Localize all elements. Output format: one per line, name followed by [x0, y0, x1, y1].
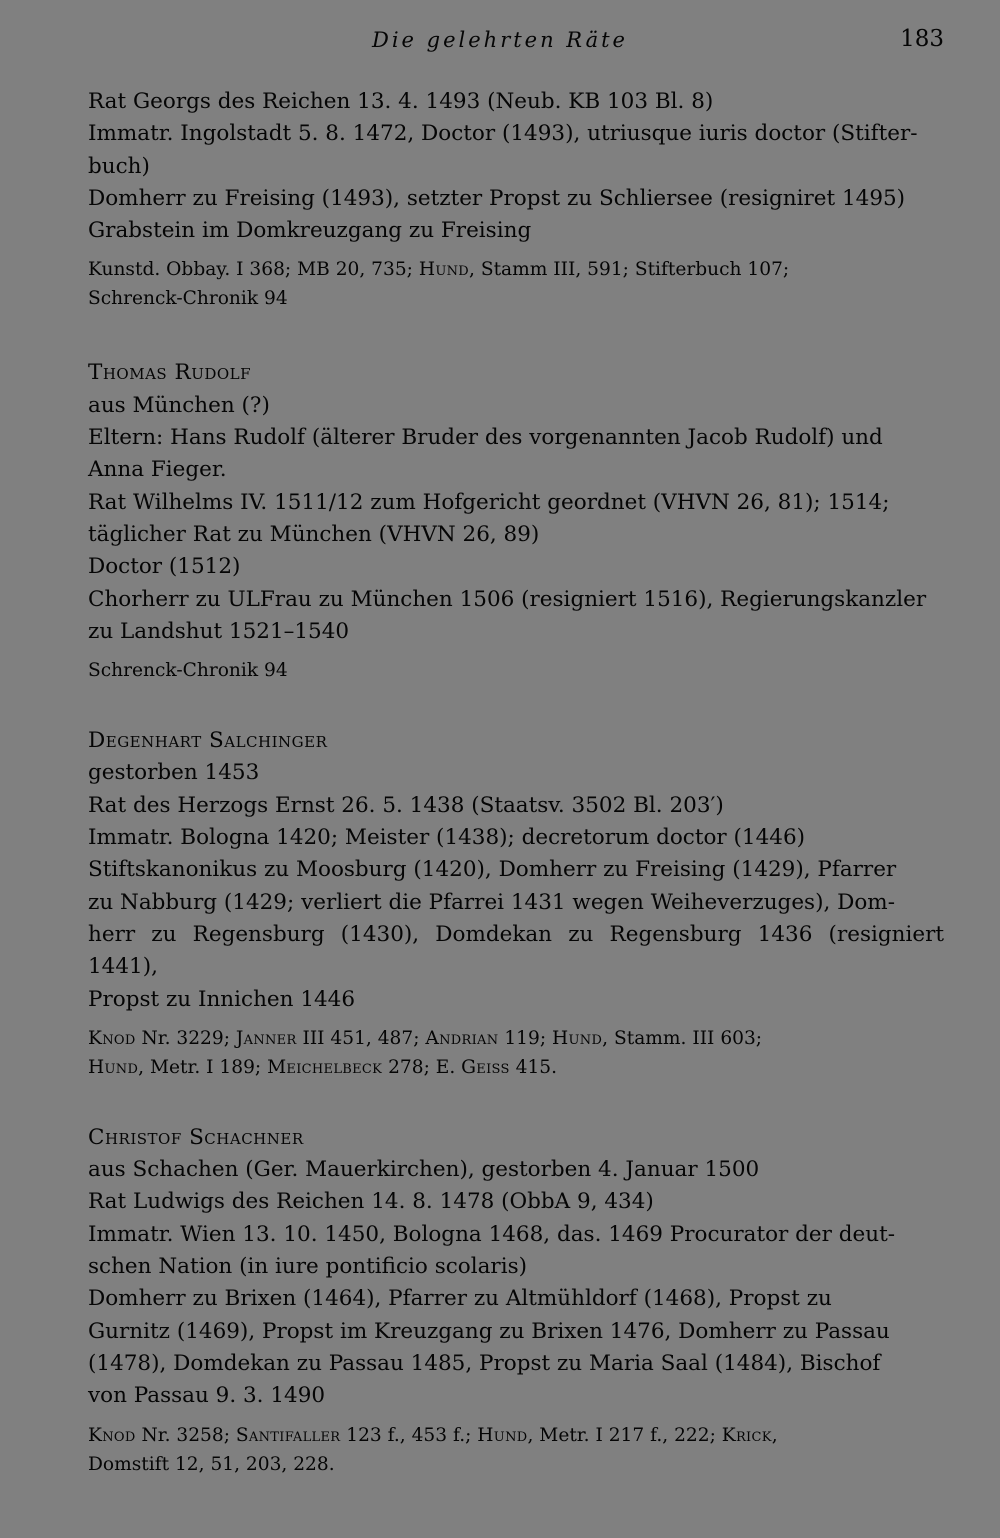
reference-text: Nr. 3229;: [135, 1027, 236, 1049]
reference-text: , Stamm III, 591; Stifterbuch 107;: [469, 259, 790, 281]
entry-line: Stiftskanonikus zu Moosburg (1420), Domherr zu Freising (1429), Pfarrer: [88, 857, 897, 883]
reference-line: [88, 284, 944, 313]
entry-line: zu Nabburg (1429; verliert die Pfarrei 1431 wegen Weiheverzuges), Dom-: [88, 889, 895, 915]
entry-line: Domherr zu Brixen (1464), Pfarrer zu Altmühldorf (1468), Propst zu: [88, 1286, 832, 1312]
reference-text: 123 f., 453 f.;: [340, 1424, 478, 1446]
reference-text: Kunstd. Obbay. I 368; MB 20, 735;: [88, 259, 419, 281]
reference-text: , Metr. I 217 f., 222;: [527, 1424, 722, 1446]
entry-line: Eltern: Hans Rudolf (älterer Bruder des vorgenannten Jacob Rudolf) und: [88, 425, 883, 451]
entry-line: Rat Georgs des Reichen 13. 4. 1493 (Neub. KB 103 Bl. 8): [88, 89, 714, 114]
page-number: 183: [900, 26, 944, 52]
entry-line: Grabstein im Domkreuzgang zu Freising: [88, 218, 532, 244]
author-name: Hund: [88, 1056, 139, 1078]
biography-entry: [88, 725, 944, 1082]
reference-text: 119;: [498, 1027, 552, 1049]
reference-line: [88, 1450, 944, 1479]
references: [88, 1024, 944, 1082]
entry-line: (1478), Domdekan zu Passau 1485, Propst zu Maria Saal (1484), Bischof: [88, 1350, 881, 1376]
biography-entry: [88, 86, 944, 313]
entry-line: aus München (?): [88, 392, 270, 418]
entry-line: zu Landshut 1521–1540: [88, 618, 350, 644]
references: [88, 656, 944, 685]
entry-line: Immatr. Wien 13. 10. 1450, Bologna 1468, das. 1469 Procurator der deut-: [88, 1221, 895, 1247]
reference-text: Schrenck-Chronik 94: [88, 660, 288, 682]
author-name: Santifaller: [235, 1424, 341, 1446]
references: [88, 1421, 944, 1479]
author-name: Krick: [721, 1424, 772, 1446]
author-name: Hund: [477, 1424, 528, 1446]
author-name: Knod: [88, 1027, 136, 1049]
entry-line: aus Schachen (Ger. Mauerkirchen), gestorben 4. Januar 1500: [88, 1157, 760, 1183]
entry-line: Rat Ludwigs des Reichen 14. 8. 1478 (ObbA 9, 434): [88, 1189, 654, 1215]
biography-entry: [88, 357, 944, 685]
entry-line: buch): [88, 153, 150, 179]
entry-line: Rat des Herzogs Ernst 26. 5. 1438 (Staatsv. 3502 Bl. 203′): [88, 792, 724, 818]
entry-line: von Passau 9. 3. 1490: [88, 1383, 326, 1409]
reference-line: [88, 1024, 944, 1053]
entry-line: Domherr zu Freising (1493), setzter Propst zu Schliersee (resigniret 1495): [88, 185, 906, 211]
reference-text: Schrenck-Chronik 94: [88, 288, 288, 310]
reference-line: [88, 656, 944, 685]
entry-line: Immatr. Bologna 1420; Meister (1438); decretorum doctor (1446): [88, 825, 806, 851]
reference-line: [88, 1421, 944, 1450]
reference-text: 278; E.: [382, 1056, 462, 1078]
author-name: Knod: [88, 1424, 136, 1446]
references: [88, 255, 944, 313]
reference-text: , Stamm. III 603;: [602, 1027, 763, 1049]
author-name: Hund: [418, 259, 470, 281]
entry-line: Rat Wilhelms IV. 1511/12 zum Hofgericht geordnet (VHVN 26, 81); 1514;: [88, 489, 890, 515]
reference-text: Domstift 12, 51, 203, 228.: [88, 1453, 335, 1475]
entry-line: Propst zu Innichen 1446: [88, 986, 356, 1012]
person-name: Degenhart Salchinger: [88, 728, 328, 754]
entry-line: schen Nation (in iure pontificio scolaris): [88, 1254, 527, 1280]
reference-text: , Metr. I 189;: [138, 1056, 268, 1078]
entries-list: [88, 86, 944, 1479]
reference-text: Nr. 3258;: [135, 1424, 236, 1446]
author-name: Andrian: [425, 1027, 499, 1049]
author-name: Hund: [552, 1027, 603, 1049]
author-name: Janner: [235, 1027, 297, 1049]
author-name: Geiss: [461, 1056, 510, 1078]
biography-entry: [88, 1122, 944, 1479]
reference-text: ,: [771, 1424, 778, 1446]
person-name: Thomas Rudolf: [88, 360, 252, 386]
entry-line: Doctor (1512): [88, 554, 241, 580]
person-name: Christof Schachner: [88, 1124, 304, 1150]
running-head: [0, 26, 1000, 58]
entry-line: Anna Fieger.: [88, 457, 227, 483]
reference-line: [88, 1053, 944, 1082]
entry-line: täglicher Rat zu München (VHVN 26, 89): [88, 521, 540, 547]
reference-text: 415.: [509, 1056, 558, 1078]
author-name: Meichelbeck: [267, 1056, 383, 1078]
running-title: Die gelehrten Räte: [372, 28, 628, 52]
entry-line: gestorben 1453: [88, 760, 260, 786]
entry-line: Gurnitz (1469), Propst im Kreuzgang zu Brixen 1476, Domherr zu Passau: [88, 1318, 890, 1344]
reference-line: [88, 255, 944, 284]
entry-line: herr zu Regensburg (1430), Domdekan zu Regensburg 1436 (resigniert 1441),: [88, 921, 944, 980]
reference-text: III 451, 487;: [296, 1027, 426, 1049]
entry-line: Chorherr zu ULFrau zu München 1506 (resigniert 1516), Regierungskanzler: [88, 586, 927, 612]
entry-line: Immatr. Ingolstadt 5. 8. 1472, Doctor (1493), utriusque iuris doctor (Stifter-: [88, 121, 918, 147]
